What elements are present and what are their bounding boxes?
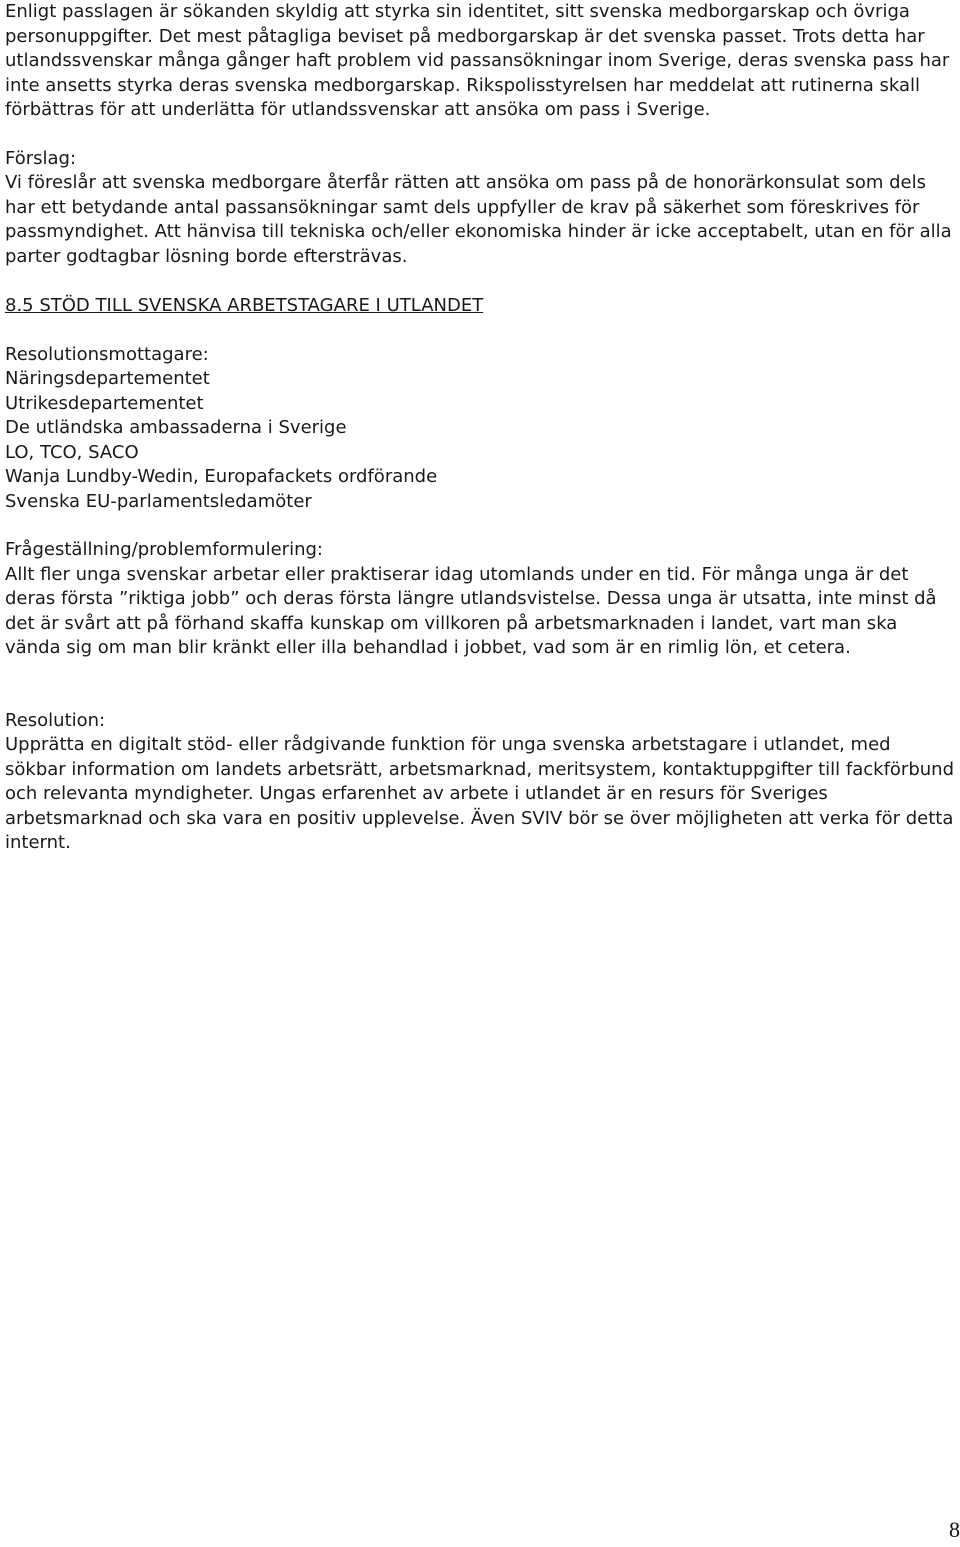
recipient-item: LO, TCO, SACO [5,441,139,463]
recipient-item: Svenska EU-parlamentsledamöter [5,490,312,512]
recipients-label: Resolutionsmottagare: [5,343,209,365]
recipient-item: Wanja Lundby-Wedin, Europafackets ordförande [5,466,438,487]
question-block [5,538,955,661]
document-page [5,0,955,856]
page-number: 8 [949,1517,960,1542]
proposal-label: Förslag: [5,147,77,169]
question-text: Allt fler unga svenskar arbetar eller praktiserar idag utomlands under en tid. För många unga är det deras första ”riktiga jobb” och deras första längre utlandsvistelse. Dessa unga är utsatta, inte minst då det är svårt att på förhand skaffa kunskap om villkoren på arbetsmarknaden i landet, vart man ska vända sig om man blir kränkt eller illa behandlad i jobbet, vad som är en rimlig lön, et cetera. [5,563,937,658]
recipient-item: De utländska ambassaderna i Sverige [5,417,347,438]
resolution-label: Resolution: [5,709,106,731]
recipient-item: Näringsdepartementet [5,368,210,389]
resolution-text: Upprätta en digitalt stöd- eller rådgivande funktion för unga svenska arbetstagare i utlandet, med sökbar information om landets arbetsrätt, arbetsmarknad, meritsystem, kontaktuppgifter till fackförbund och relevanta myndigheter. Ungas erfarenhet av arbete i utlandet är en resurs för Sveriges arbetsmarknad och ska vara en positiv upplevelse. Även SVIV bör se över möjligheten att verka för detta internt. [5,734,954,853]
resolution-block [5,709,955,856]
proposal-text: Vi föreslår att svenska medborgare återfår rätten att ansöka om pass på de honorärkonsulat som dels har ett betydande antal passansökningar samt dels uppfyller de krav på säkerhet som föreskrives för passmyndighet. Att hänvisa till tekniska och/eller ekonomiska hinder är icke acceptabelt, utan en för alla parter godtagbar lösning borde eftersträvas. [5,172,952,267]
recipients-block [5,343,955,515]
intro-paragraph: Enligt passlagen är sökanden skyldig att styrka sin identitet, sitt svenska medborgarskap och övriga personuppgifter. Det mest påtagliga beviset på medborgarskap är det svenska passet. Trots detta har utlandssvenskar många gånger haft problem vid passansökningar inom Sverige, deras svenska pass har inte ansetts styrka deras svenska medborgarskap. Rikspolisstyrelsen har meddelat att rutinerna skall förbättras för att underlätta för utlandssvenskar att ansöka om pass i Sverige. [5,1,950,120]
proposal-block [5,147,955,270]
question-label: Frågeställning/problemformulering: [5,539,323,560]
section-heading: 8.5 STÖD TILL SVENSKA ARBETSTAGARE I UTLANDET [5,295,484,316]
recipient-item: Utrikesdepartementet [5,392,204,414]
